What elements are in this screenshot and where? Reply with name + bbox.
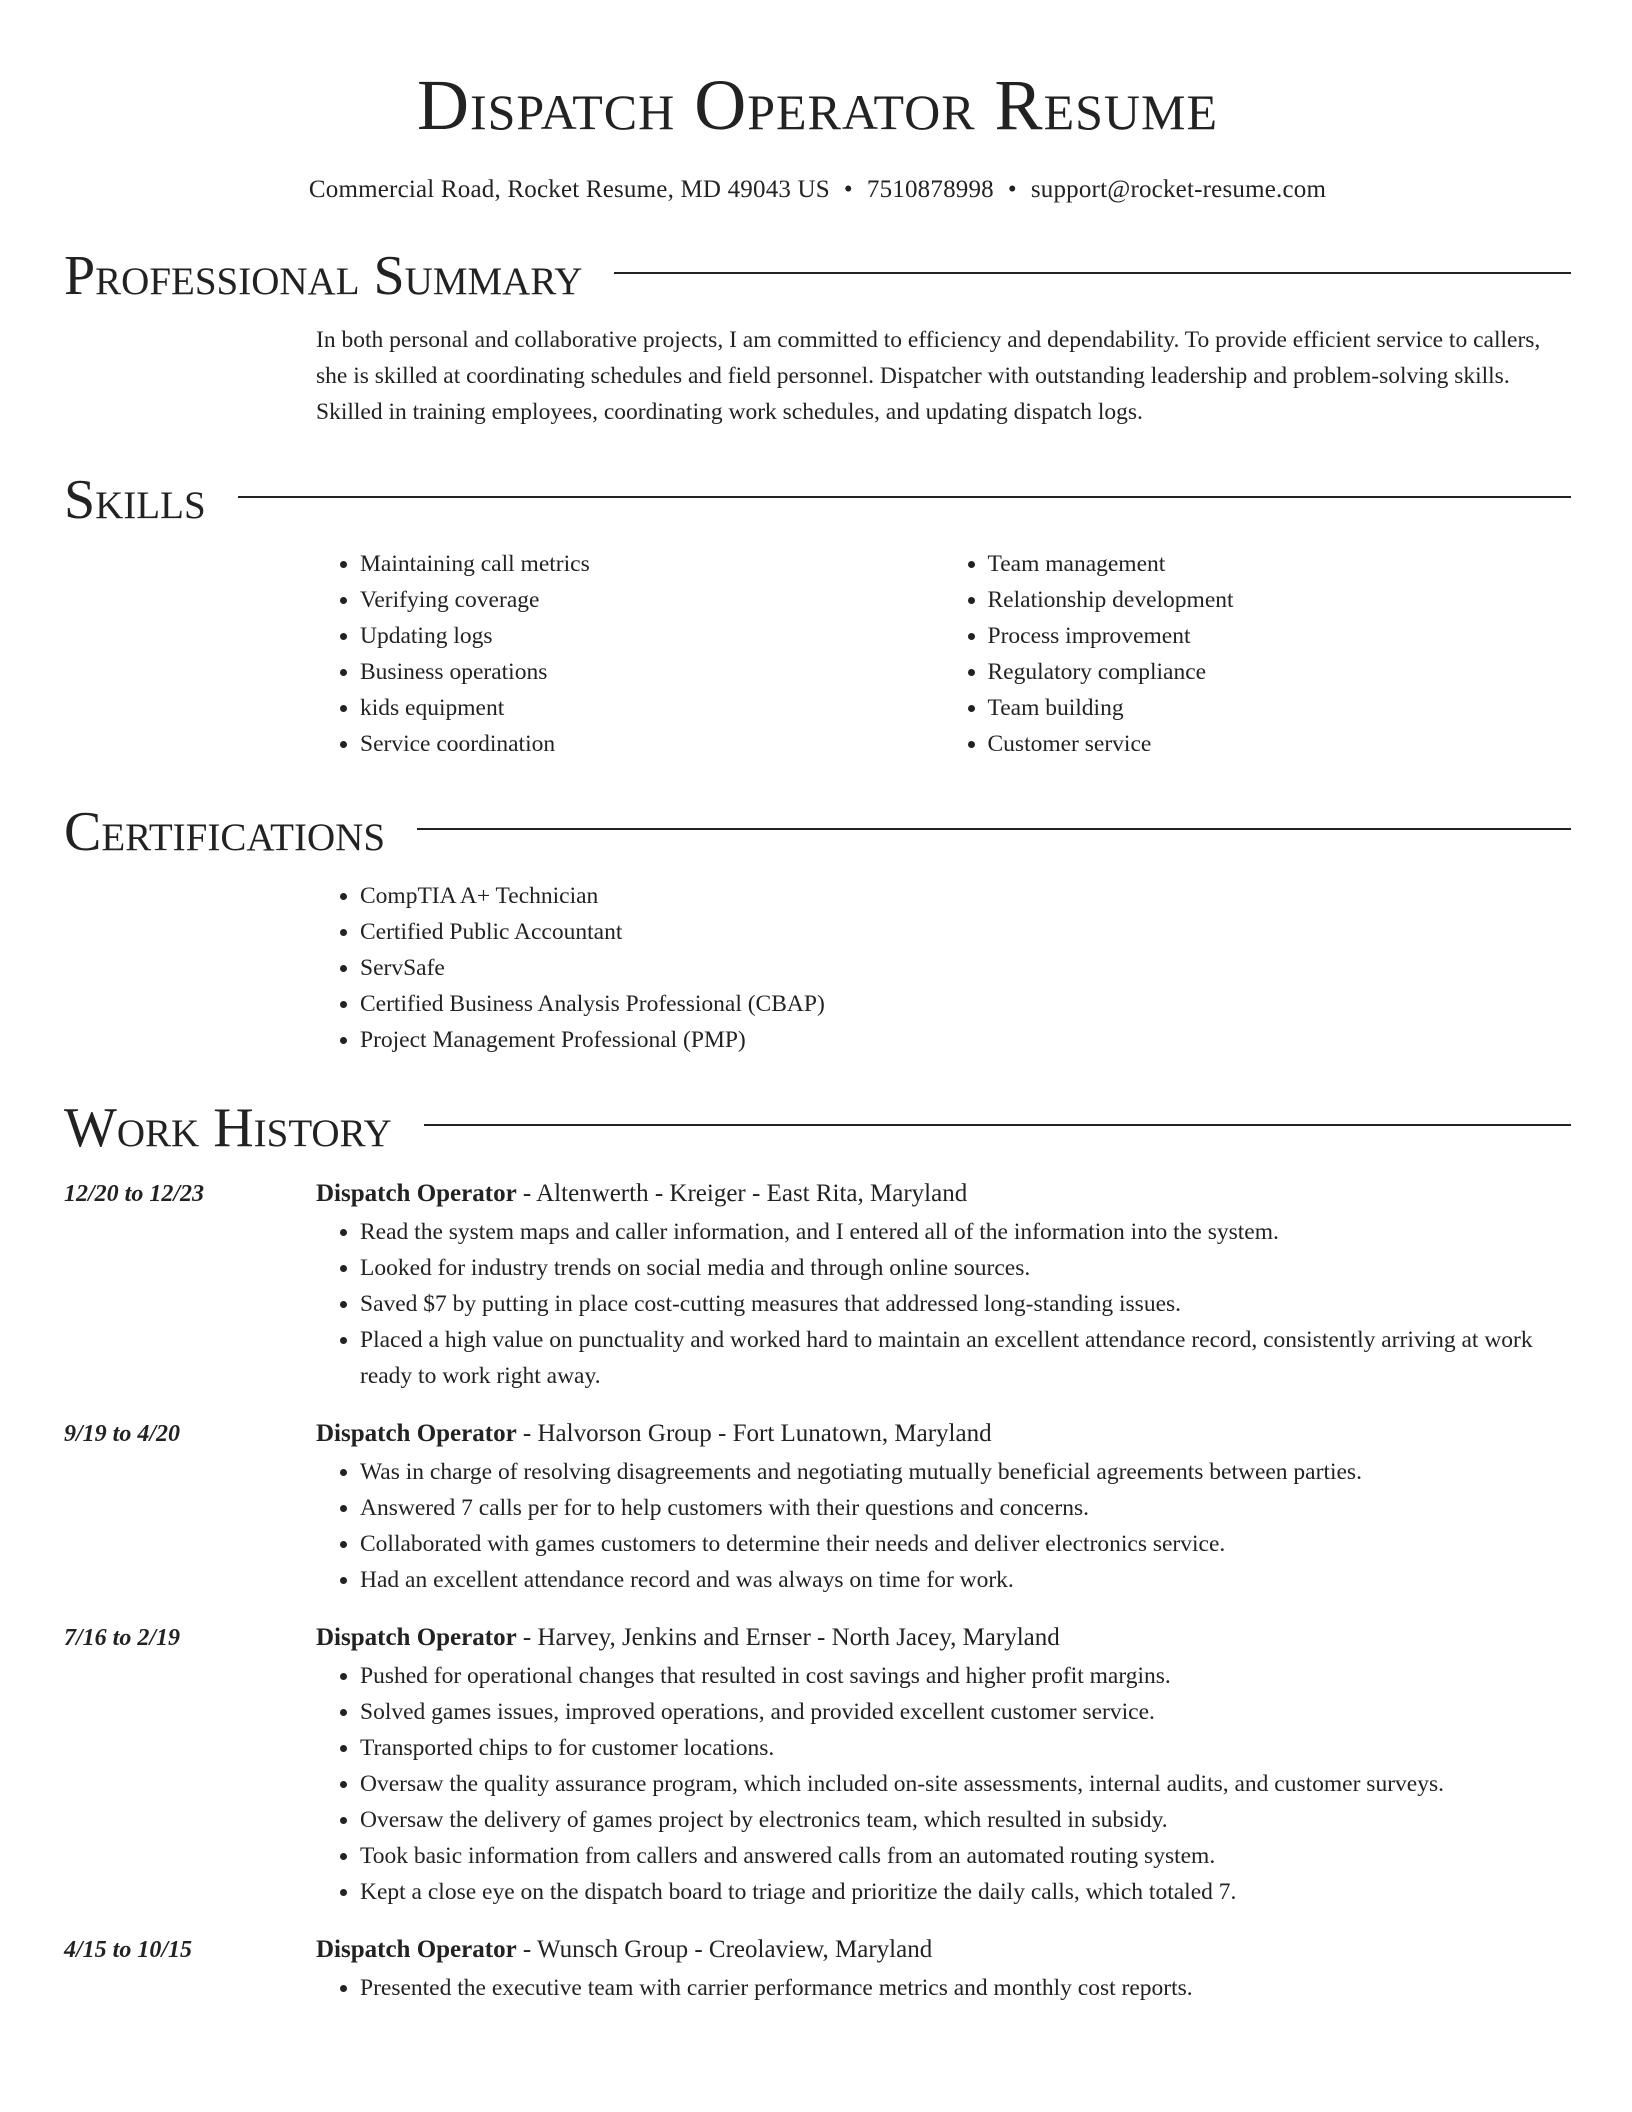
list-item: • Placed a high value on punctuality and worked hard to maintain an excellent attendance record, consistently arriving at work ready to work right away.	[360, 1322, 1571, 1394]
list-item: • CompTIA A+ Technician	[360, 878, 1571, 914]
contact-separator: •	[843, 176, 853, 203]
list-item: • Regulatory compliance	[988, 654, 1572, 690]
contact-separator: •	[1007, 176, 1017, 203]
contact-address: Commercial Road, Rocket Resume, MD 49043 US	[308, 176, 830, 203]
list-item: • Read the system maps and caller information, and I entered all of the information into the system.	[360, 1214, 1571, 1250]
summary-text: In both personal and collaborative projects, I am committed to efficiency and dependability. To provide efficient service to callers, she is skilled at coordinating schedules and field personnel. Dispatcher with outstanding leadership and problem-solving skills. Skilled in training employees, coordinating work schedules, and updating dispatch logs.	[316, 327, 1541, 425]
list-item: • Team building	[988, 690, 1572, 726]
job-dates: 4/15 to 10/15	[64, 1937, 193, 1963]
list-item: • Project Management Professional (PMP)	[360, 1022, 1571, 1058]
skills-section-header	[64, 468, 1571, 532]
contact-email: support@rocket-resume.com	[1030, 176, 1327, 203]
job-dates: 9/19 to 4/20	[64, 1421, 181, 1447]
list-item: • ServSafe	[360, 950, 1571, 986]
certifications-section-header	[64, 800, 1571, 864]
job-details	[316, 1174, 1571, 1394]
list-item: • Pushed for operational changes that resulted in cost savings and higher profit margins.	[360, 1658, 1571, 1694]
job-bullets	[316, 1970, 1571, 2006]
job-role: Dispatch Operator	[316, 1420, 517, 1447]
job-dates: 7/16 to 2/19	[64, 1625, 181, 1651]
work-section-header	[64, 1096, 1571, 1160]
job-role: Dispatch Operator	[316, 1180, 517, 1207]
job-entry	[64, 1930, 1571, 2006]
job-heading	[316, 1930, 1571, 1970]
section-divider	[417, 828, 1571, 830]
contact-phone: 7510878998	[866, 176, 994, 203]
list-item: • Collaborated with games customers to determine their needs and deliver electronics service.	[360, 1526, 1571, 1562]
job-bullets	[316, 1214, 1571, 1394]
job-entry	[64, 1618, 1571, 1910]
list-item: • Solved games issues, improved operations, and provided excellent customer service.	[360, 1694, 1571, 1730]
job-employer: - Altenwerth - Kreiger - East Rita, Maryland	[516, 1180, 968, 1207]
job-bullets	[316, 1658, 1571, 1910]
work-history-list	[64, 1174, 1571, 2006]
job-role: Dispatch Operator	[316, 1936, 517, 1963]
list-item: • Was in charge of resolving disagreements and negotiating mutually beneficial agreements between parties.	[360, 1454, 1571, 1490]
list-item: • Certified Business Analysis Professional (CBAP)	[360, 986, 1571, 1022]
job-heading	[316, 1618, 1571, 1658]
job-employer: - Wunsch Group - Creolaview, Maryland	[516, 1936, 933, 1963]
list-item: • Verifying coverage	[360, 582, 944, 618]
job-dates: 12/20 to 12/23	[64, 1181, 205, 1207]
list-item: • Saved $7 by putting in place cost-cutting measures that addressed long-standing issues.	[360, 1286, 1571, 1322]
skills-column-right	[944, 546, 1572, 762]
section-divider	[238, 496, 1571, 498]
section-divider	[614, 272, 1571, 274]
job-entry	[64, 1174, 1571, 1394]
job-details	[316, 1618, 1571, 1910]
list-item: • Kept a close eye on the dispatch board to triage and prioritize the daily calls, which totaled 7.	[360, 1874, 1571, 1910]
list-item: • Customer service	[988, 726, 1572, 762]
list-item: • Maintaining call metrics	[360, 546, 944, 582]
certifications-bullets	[316, 878, 1571, 1058]
job-bullets	[316, 1454, 1571, 1598]
certifications-section-title: Certifications	[64, 801, 386, 863]
list-item: • Looked for industry trends on social media and through online sources.	[360, 1250, 1571, 1286]
section-divider	[424, 1124, 1571, 1126]
list-item: • Presented the executive team with carrier performance metrics and monthly cost reports.	[360, 1970, 1571, 2006]
list-item: • Answered 7 calls per for to help customers with their questions and concerns.	[360, 1490, 1571, 1526]
resume-title: Dispatch Operator Resume	[416, 65, 1219, 145]
list-item: • Updating logs	[360, 618, 944, 654]
skills-column-left	[316, 546, 944, 762]
resume-page	[64, 0, 1571, 2006]
list-item: • Team management	[988, 546, 1572, 582]
contact-line	[64, 174, 1571, 206]
list-item: • kids equipment	[360, 690, 944, 726]
job-heading	[316, 1174, 1571, 1214]
list-item: • Had an excellent attendance record and was always on time for work.	[360, 1562, 1571, 1598]
job-role: Dispatch Operator	[316, 1624, 517, 1651]
list-item: • Service coordination	[360, 726, 944, 762]
list-item: • Transported chips to for customer locations.	[360, 1730, 1571, 1766]
list-item: • Oversaw the quality assurance program, which included on-site assessments, internal audits, and customer surveys.	[360, 1766, 1571, 1802]
certifications-list	[316, 878, 1571, 1058]
summary-section-title: Professional Summary	[64, 245, 583, 307]
list-item: • Process improvement	[988, 618, 1572, 654]
list-item: • Business operations	[360, 654, 944, 690]
skills-list	[316, 546, 1571, 762]
job-details	[316, 1414, 1571, 1598]
skills-section-title: Skills	[64, 469, 206, 531]
list-item: • Oversaw the delivery of games project by electronics team, which resulted in subsidy.	[360, 1802, 1571, 1838]
job-heading	[316, 1414, 1571, 1454]
list-item: • Relationship development	[988, 582, 1572, 618]
summary-section-header	[64, 244, 1571, 308]
job-employer: - Halvorson Group - Fort Lunatown, Maryland	[516, 1420, 992, 1447]
work-section-title: Work History	[64, 1097, 392, 1159]
job-entry	[64, 1414, 1571, 1598]
list-item: • Certified Public Accountant	[360, 914, 1571, 950]
job-employer: - Harvey, Jenkins and Ernser - North Jacey, Maryland	[516, 1624, 1060, 1651]
list-item: • Took basic information from callers and answered calls from an automated routing system.	[360, 1838, 1571, 1874]
job-details	[316, 1930, 1571, 2006]
